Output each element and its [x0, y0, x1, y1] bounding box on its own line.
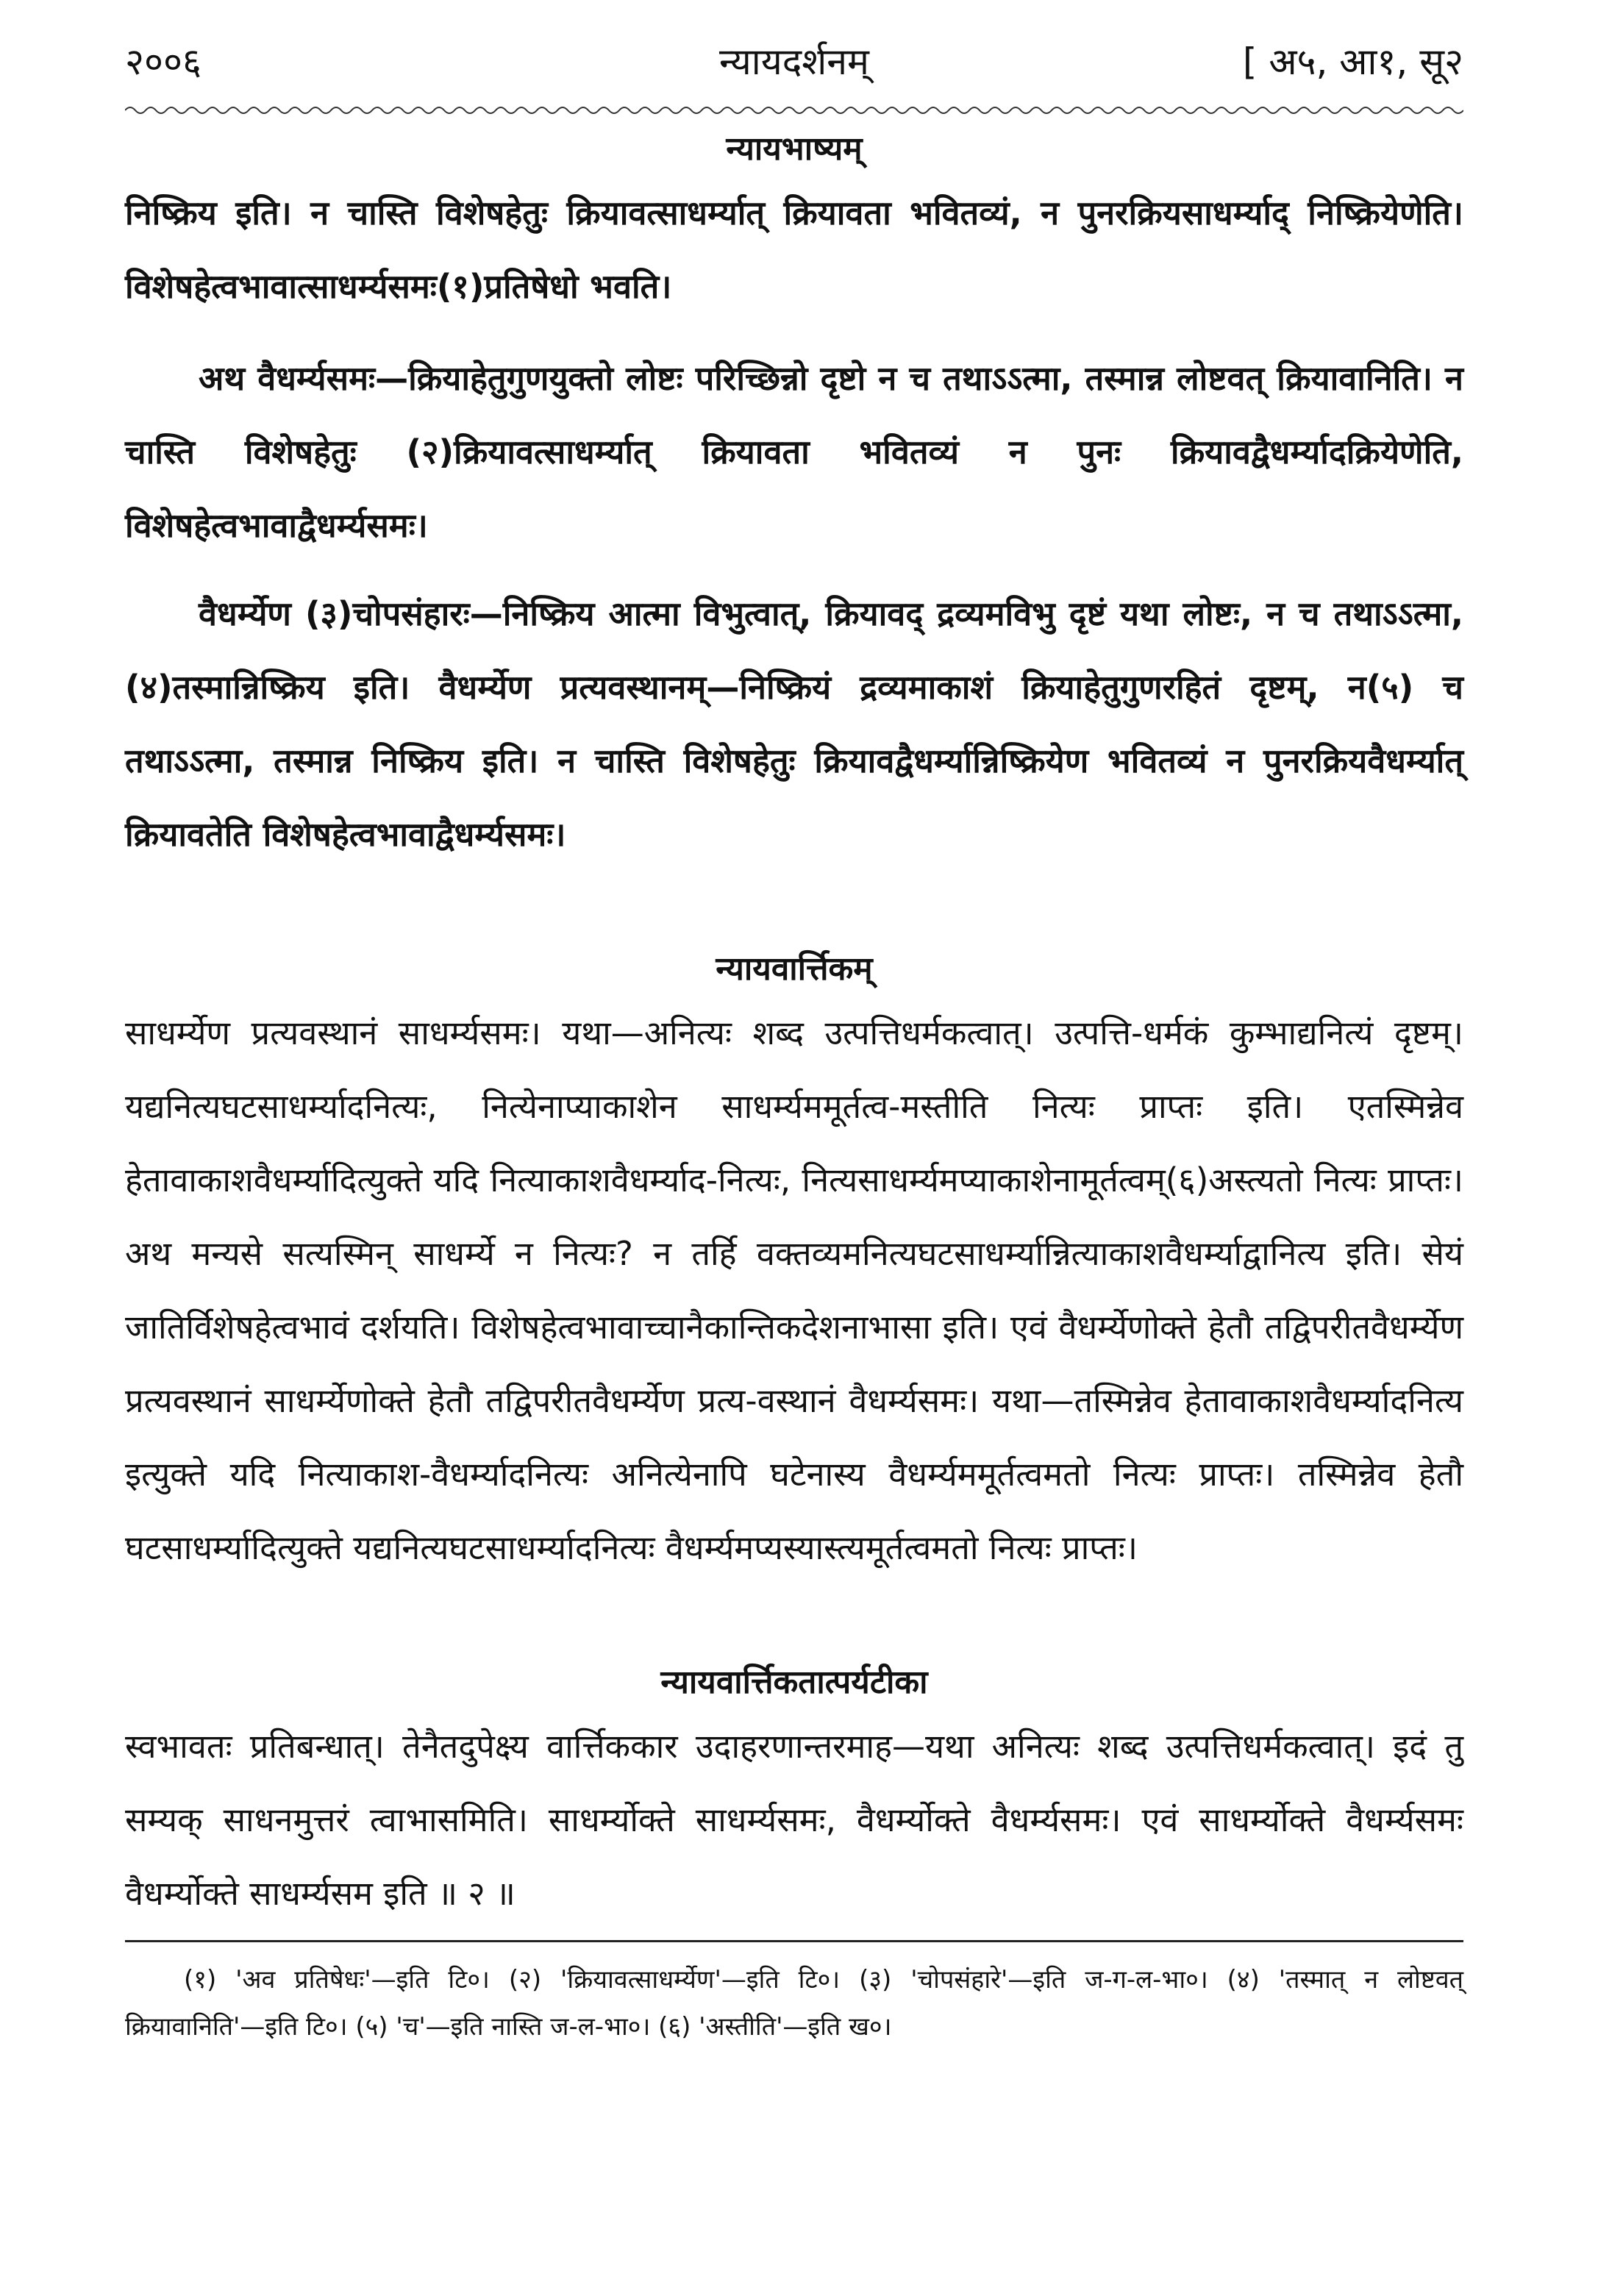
bhashya-paragraph-2: अथ वैधर्म्यसमः—क्रियाहेतुगुणयुक्तो लोष्टः परिच्छिन्नो दृष्टो न च तथाऽऽत्मा, तस्मान्न लोष्टवत् क्रियावानिति। न चास्ति विशेषहेतुः (२)क्रियावत्साधर्म्यात् क्रियावता भवितव्यं न पुनः क्रियावद्वैधर्म्यादक्रियेणेति, विशेषहेत्वभावाद्वैधर्म्यसमः।	[125, 359, 1463, 545]
section-title-tatparyatika: न्यायवार्त्तिकतात्पर्यटीका	[660, 1664, 928, 1701]
wavy-divider	[125, 103, 1463, 118]
page-number: २००६	[125, 40, 201, 83]
section-title-nyayabhashyam: न्यायभाष्यम्	[726, 130, 863, 168]
chapter-reference: [ अ५, आ१, सू२	[1242, 40, 1463, 83]
footnote-rule	[125, 1940, 1463, 1942]
book-page	[125, 29, 1463, 2265]
footnotes: (१) 'अव प्रतिषेधः'—इति टि०। (२) 'क्रियावत्साधर्म्येण'—इति टि०। (३) 'चोपसंहारे'—इति ज-ग-ल-भा०। (४) 'तस्मात् न लोष्टवत् क्रियावानिति'—इति टि०। (५) 'च'—इति नास्ति ज-ल-भा०। (६) 'अस्तीति'—इति ख०।	[125, 1965, 1463, 2042]
bhashya-paragraph-3: वैधर्म्येण (३)चोपसंहारः—निष्क्रिय आत्मा विभुत्वात्, क्रियावद् द्रव्यमविभु दृष्टं यथा लोष्टः, न च तथाऽऽत्मा, (४)तस्मान्निष्क्रिय इति। वैधर्म्येण प्रत्यवस्थानम्—निष्क्रियं द्रव्यमाकाशं क्रियाहेतुगुणरहितं दृष्टम्, न(५) च तथाऽऽत्मा, तस्मान्न निष्क्रिय इति। न चास्ति विशेषहेतुः क्रियावद्वैधर्म्यान्निष्क्रियेण भवितव्यं न पुनरक्रियवैधर्म्यात् क्रियावतेति विशेषहेत्वभावाद्वैधर्म्यसमः।	[125, 594, 1463, 854]
varttika-paragraph: साधर्म्येण प्रत्यवस्थानं साधर्म्यसमः। यथा—अनित्यः शब्द उत्पत्तिधर्मकत्वात्। उत्पत्ति-धर्मकं कुम्भाद्यनित्यं दृष्टम्। यद्यनित्यघटसाधर्म्यादनित्यः, नित्येनाप्याकाशेन साधर्म्यममूर्तत्व-मस्तीति नित्यः प्राप्तः इति। एतस्मिन्नेव हेतावाकाशवैधर्म्यादित्युक्ते यदि नित्याकाशवैधर्म्याद-नित्यः, नित्यसाधर्म्यमप्याकाशेनामूर्तत्वम्(६)अस्त्यतो नित्यः प्राप्तः। अथ मन्यसे सत्यस्मिन् साधर्म्ये न नित्यः? न तर्हि वक्तव्यमनित्यघटसाधर्म्यान्नित्याकाशवैधर्म्याद्वानित्य इति। सेयं जातिर्विशेषहेत्वभावं दर्शयति। विशेषहेत्वभावाच्चानैकान्तिकदेशनाभासा इति। एवं वैधर्म्येणोक्ते हेतौ तद्विपरीतवैधर्म्येण प्रत्यवस्थानं साधर्म्येणोक्ते हेतौ तद्विपरीतवैधर्म्येण प्रत्य-वस्थानं वैधर्म्यसमः। यथा—तस्मिन्नेव हेतावाकाशवैधर्म्यादनित्य इत्युक्ते यदि नित्याकाश-वैधर्म्यादनित्यः अनित्येनापि घटेनास्य वैधर्म्यममूर्तत्वमतो नित्यः प्राप्तः। तस्मिन्नेव हेतौ घटसाधर्म्यादित्युक्ते यद्यनित्यघटसाधर्म्यादनित्यः वैधर्म्यमप्यस्यास्त्यमूर्तत्वमतो नित्यः प्राप्तः।	[125, 1013, 1463, 1567]
bhashya-paragraph-1: निष्क्रिय इति। न चास्ति विशेषहेतुः क्रियावत्साधर्म्यात् क्रियावता भवितव्यं, न पुनरक्रियसाधर्म्याद् निष्क्रियेणेति। विशेषहेत्वभावात्साधर्म्यसमः(१)प्रतिषेधो भवति।	[125, 193, 1463, 306]
tika-paragraph: स्वभावतः प्रतिबन्धात्। तेनैतदुपेक्ष्य वार्त्तिककार उदाहरणान्तरमाह—यथा अनित्यः शब्द उत्पत्तिधर्मकत्वात्। इदं तु सम्यक् साधनमुत्तरं त्वाभासमिति। साधर्म्योक्ते साधर्म्यसमः, वैधर्म्योक्ते वैधर्म्यसमः। एवं साधर्म्योक्ते वैधर्म्यसमः वैधर्म्योक्ते साधर्म्यसम इति ॥ २ ॥	[125, 1727, 1463, 1913]
running-title: न्यायदर्शनम्	[719, 40, 869, 83]
section-title-nyayavarttikam: न्यायवार्त्तिकम्	[716, 950, 873, 988]
running-header	[125, 29, 1463, 88]
